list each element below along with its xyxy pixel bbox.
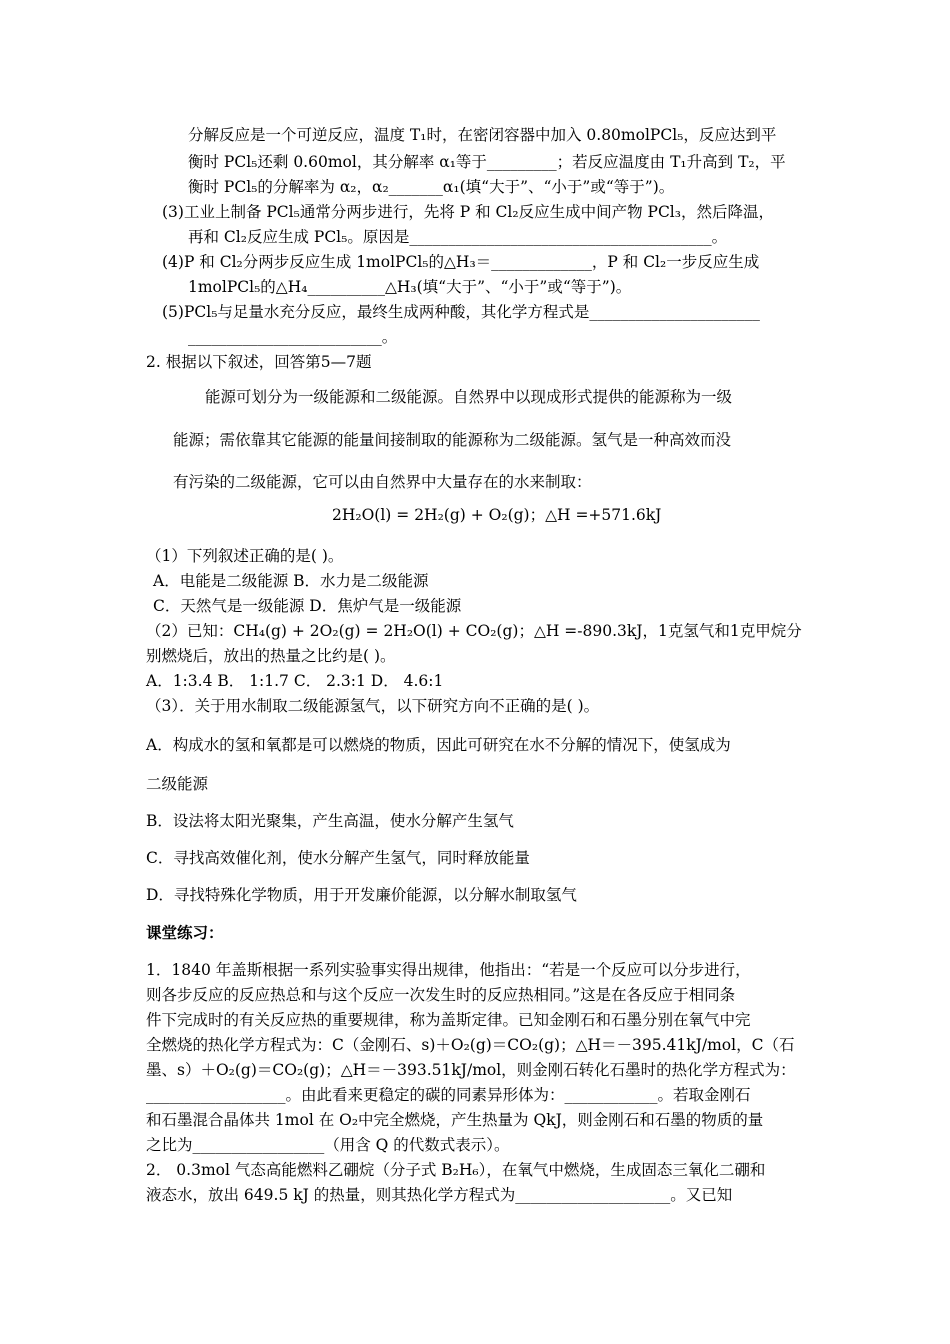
text-line: _________________________。 — [188, 328, 398, 346]
option-line: C．天然气是一级能源 D．焦炉气是一级能源 — [153, 597, 462, 615]
text-line: (3)工业上制备 PCl₅通常分两步进行，先将 P 和 Cl₂反应生成中间产物 PCl₃，然后降温， — [162, 203, 774, 221]
text-line: 能源；需依靠其它能源的能量间接制取的能源称为二级能源。氢气是一种高效而没 — [173, 431, 732, 449]
section-heading: 2. 根据以下叙述，回答第5—7题 — [146, 353, 372, 371]
section-heading: 课堂练习： — [146, 923, 224, 942]
option-line: A．电能是二级能源 B．水力是二级能源 — [153, 572, 429, 590]
text-line: 液态水，放出 649.5 kJ 的热量，则其热化学方程式为____________________。又已知 — [146, 1186, 733, 1204]
text-line: 1molPCl₅的△H₄__________△H₃(填“大于”、“小于”或“等于”)。 — [188, 278, 632, 296]
option-line: D．寻找特殊化学物质，用于开发廉价能源，以分解水制取氢气 — [146, 886, 577, 904]
equation: 2H₂O(l) = 2H₂(g) + O₂(g)；△H =+571.6kJ — [332, 506, 662, 524]
text-line: 衡时 PCl₅的分解率为 α₂，α₂_______α₁(填“大于”、“小于”或“等于”)。 — [188, 178, 675, 196]
text-line: 能源可划分为一级能源和二级能源。自然界中以现成形式提供的能源称为一级 — [205, 388, 733, 406]
text-line: 再和 Cl₂反应生成 PCl₅。原因是_______________________________________。 — [188, 228, 728, 246]
text-line: 1．1840 年盖斯根据一系列实验事实得出规律，他指出：“若是一个反应可以分步进行， — [146, 961, 751, 979]
text-line: 件下完成时的有关反应热的重要规律，称为盖斯定律。已知金刚石和石墨分别在氧气中完 — [146, 1011, 751, 1029]
option-line: C．寻找高效催化剂，使水分解产生氢气，同时释放能量 — [146, 849, 530, 867]
text-line: (5)PCl₅与足量水充分反应，最终生成两种酸，其化学方程式是______________________ — [162, 303, 760, 321]
text-line: 之比为_________________（用含 Q 的代数式表示）。 — [146, 1136, 510, 1154]
text-line: 二级能源 — [146, 775, 209, 793]
text-line: 2． 0.3mol 气态高能燃料乙硼烷（分子式 B₂H₆），在氧气中燃烧，生成固态三氧化二硼和 — [146, 1161, 766, 1179]
option-line: A．1:3.4 B． 1:1.7 C． 2.3:1 D． 4.6:1 — [146, 672, 444, 690]
text-line: 和石墨混合晶体共 1mol 在 O₂中完全燃烧，产生热量为 QkJ，则金刚石和石墨的物质的量 — [146, 1111, 764, 1129]
question: （2）已知：CH₄(g) + 2O₂(g) = 2H₂O(l) + CO₂(g)；△H =-890.3kJ，1克氢气和1克甲烷分 — [146, 622, 802, 640]
text-line: 墨、s）＋O₂(g)＝CO₂(g)；△H＝－393.51kJ/mol，则金刚石转化石墨时的热化学方程式为： — [146, 1061, 796, 1079]
option-line: A．构成水的氢和氧都是可以燃烧的物质，因此可研究在水不分解的情况下，使氢成为 — [146, 736, 731, 754]
question: （3）．关于用水制取二级能源氢气，以下研究方向不正确的是( )。 — [146, 697, 600, 715]
text-line: 衡时 PCl₅还剩 0.60mol，其分解率 α₁等于_________；若反应温度由 T₁升高到 T₂，平 — [188, 153, 786, 171]
text-line: 别燃烧后，放出的热量之比约是( )。 — [146, 647, 396, 665]
text-line: 则各步反应的反应热总和与这个反应一次发生时的反应热相同。”这是在各反应于相同条 — [146, 986, 736, 1004]
question: （1）下列叙述正确的是( )。 — [146, 547, 344, 565]
text-line: (4)P 和 Cl₂分两步反应生成 1molPCl₅的△H₃＝_____________，P 和 Cl₂一步反应生成 — [162, 253, 760, 271]
text-line: __________________。由此看来更稳定的碳的同素异形体为：____________。若取金刚石 — [146, 1086, 751, 1104]
text-line: 全燃烧的热化学方程式为：C（金刚石、s)＋O₂(g)＝CO₂(g)；△H＝－395.41kJ/mol，C（石 — [146, 1036, 795, 1054]
option-line: B．设法将太阳光聚集，产生高温，使水分解产生氢气 — [146, 812, 514, 830]
text-line: 分解反应是一个可逆反应，温度 T₁时，在密闭容器中加入 0.80molPCl₅，反应达到平 — [188, 126, 777, 144]
text-line: 有污染的二级能源，它可以由自然界中大量存在的水来制取： — [173, 473, 592, 491]
